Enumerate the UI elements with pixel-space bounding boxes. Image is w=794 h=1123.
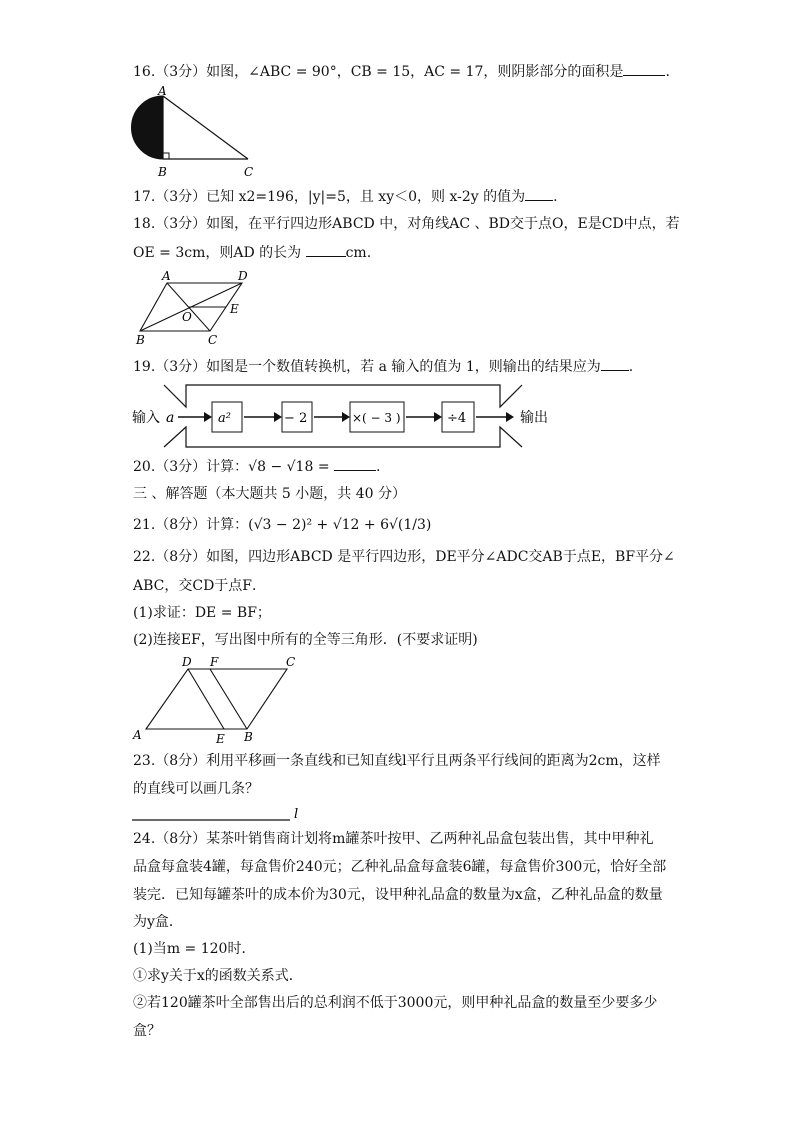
q18-label-d: D — [238, 269, 248, 283]
q24-sub1: ①求y关于x的函数关系式． — [133, 968, 303, 984]
q22-part1: (1)求证：DE = BF； — [133, 605, 271, 621]
q24-sub2-line1: ②若120罐茶叶全部售出后的总利润不低于3000元，则甲种礼品盒的数量至少要多少 — [133, 995, 658, 1011]
q24-part1: (1)当m = 120时． — [133, 941, 256, 957]
q22-line2: ABC，交CD于点F． — [133, 578, 267, 594]
q18-label-a: A — [162, 269, 171, 283]
q18-line1: 18.（3分）如图，在平行四边形ABCD 中，对角线AC 、BD交于点O，E是CD中点，若 — [133, 216, 680, 232]
q24-line4: 为y盒． — [133, 914, 183, 930]
q18-line2 — [133, 242, 371, 263]
q19-output-label: 输出 — [520, 410, 548, 426]
q18-label-b: B — [136, 333, 145, 346]
q19-input-label: 输入 — [132, 410, 160, 426]
q24-line1: 24.（8分）某茶叶销售商计划将m罐茶叶按甲、乙两种礼品盒包装出售，其中甲种礼 — [133, 831, 654, 847]
q19-box-square: a² — [218, 411, 231, 426]
q19-box-times-neg3: ×( − 3 ) — [352, 411, 401, 425]
q22-label-e: E — [216, 732, 225, 745]
q24-line3: 装完．已知每罐茶叶的成本价为30元，设甲种礼品盒的数量为x盒，乙种礼品盒的数量 — [133, 887, 663, 903]
q22-label-d: D — [182, 655, 192, 669]
q24-line2: 品盒每盒装4罐，每盒售价240元；乙种礼品盒每盒装6罐，每盒售价300元，恰好全部 — [133, 859, 667, 875]
q16-end: . — [665, 64, 670, 80]
q17-end: . — [553, 189, 558, 205]
q22-label-f: F — [210, 655, 219, 669]
q17-stem: 17.（3分）已知 x2=196，|y|=5，且 xy＜0，则 x-2y 的值为 — [133, 189, 526, 205]
q22-label-c: C — [286, 655, 296, 669]
q19-stem: 19.（3分）如图是一个数值转换机，若 a 输入的值为 1，则输出的结果应为 — [133, 359, 601, 375]
q19-machine-figure — [130, 382, 560, 450]
q20-answer-blank — [334, 456, 376, 471]
q22-part2: (2)连接EF，写出图中所有的全等三角形．(不要求证明) — [133, 632, 478, 648]
q20-end: . — [376, 459, 381, 475]
q16-stem: 16.（3分）如图，∠ABC = 90°，CB = 15，AC = 17，则阴影部分的面积是 — [133, 64, 624, 80]
q17-text — [133, 186, 558, 207]
q23-line2: 的直线可以画几条？ — [133, 781, 259, 797]
q16-label-b: B — [158, 165, 167, 179]
q16-figure — [128, 86, 268, 180]
q19-input-var: a — [166, 410, 175, 426]
q16-label-c: C — [244, 165, 254, 179]
q18-answer-blank — [306, 242, 346, 257]
q23-line-figure — [130, 802, 310, 824]
q18-figure — [130, 268, 260, 346]
q19-box-divide4: ÷4 — [447, 411, 467, 426]
q21-text: 21.（8分）计算：(√3 − 2)² + √12 + 6√(1/3) — [133, 517, 432, 533]
q19-answer-blank — [601, 356, 629, 371]
q23-line-label: l — [294, 807, 299, 822]
q18-line2-text: OE = 3cm，则AD 的长为 — [133, 245, 302, 261]
q23-line1: 23.（8分）利用平移画一条直线和已知直线l平行且两条平行线间的距离为2cm，这样 — [133, 753, 661, 769]
q24-sub2-line2: 盒？ — [133, 1023, 161, 1039]
q18-unit: cm. — [345, 245, 372, 261]
q18-label-c: C — [208, 333, 218, 346]
q16-answer-blank — [623, 61, 665, 76]
q16-text — [133, 61, 670, 82]
q17-answer-blank — [525, 186, 553, 201]
q18-label-e: E — [230, 302, 239, 316]
q19-text — [133, 356, 633, 377]
section3-title: 三 、解答题（本大题共 5 小题，共 40 分） — [133, 486, 406, 502]
q22-figure — [130, 653, 305, 745]
q18-label-o: O — [182, 310, 192, 324]
q16-label-a: A — [158, 86, 167, 98]
q19-end: . — [628, 359, 634, 375]
q20-text — [133, 456, 380, 477]
q22-label-b: B — [244, 730, 253, 744]
q20-stem: 20.（3分）计算：√8 − √18 = — [133, 459, 330, 475]
q19-box-minus2: − 2 — [284, 411, 308, 426]
q22-label-a: A — [133, 728, 142, 742]
q22-line1: 22.（8分）如图，四边形ABCD 是平行四边形，DE平分∠ADC交AB于点E，BF平分∠ — [133, 549, 675, 565]
